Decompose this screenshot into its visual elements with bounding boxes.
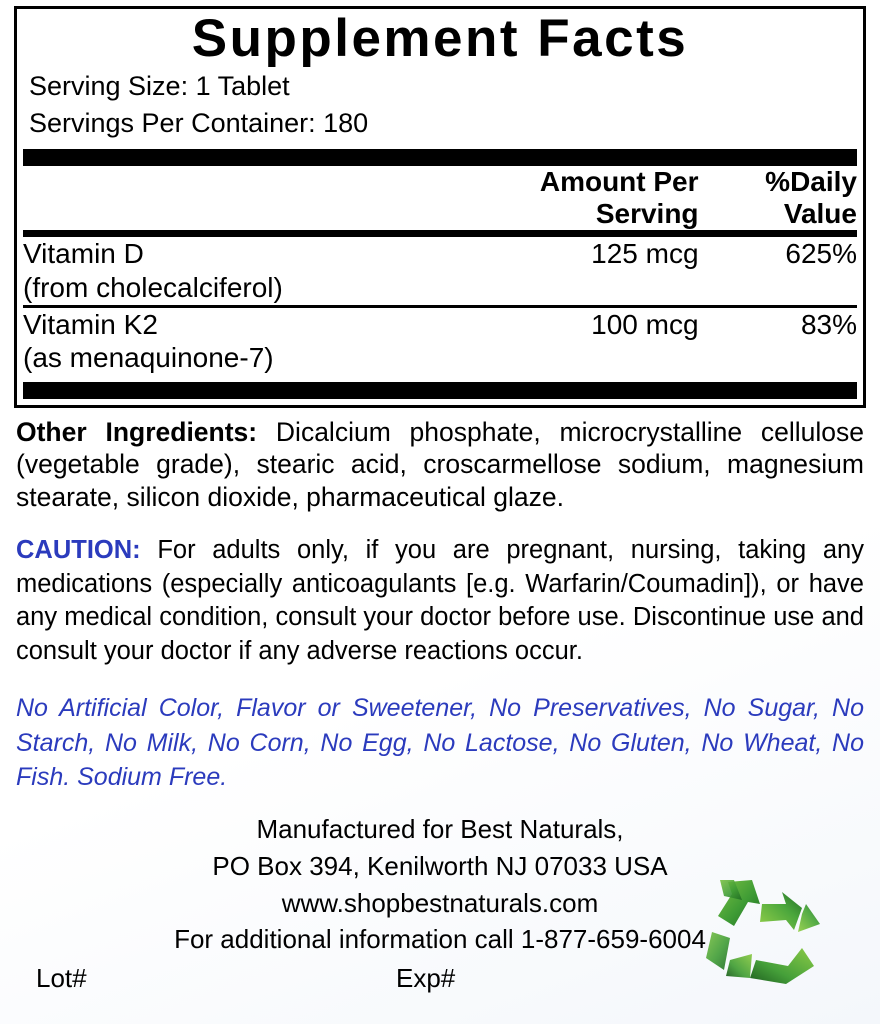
nutrition-table [23, 166, 857, 375]
divider-row-medium [23, 230, 857, 237]
table-header-dv-line2: Value [783, 198, 857, 230]
nutrient-name: Vitamin K2 [23, 308, 158, 340]
recycle-icon [690, 874, 840, 994]
manufacturer-line1: Manufactured for Best Naturals, [256, 813, 624, 844]
caution-label: CAUTION: [16, 535, 141, 564]
caution-statement [14, 534, 866, 670]
nutrient-daily-value: 83% [800, 308, 857, 340]
divider-medium [23, 230, 857, 237]
lot-label: Lot# [36, 963, 87, 994]
nutrient-amount: 100 mcg [591, 308, 699, 340]
divider-thick-bottom [23, 382, 857, 399]
table-row [23, 237, 857, 271]
nutrient-name: Vitamin D [23, 238, 144, 270]
nutrient-daily-value: 625% [785, 238, 857, 270]
table-row-subtext [23, 341, 857, 375]
table-row-subtext [23, 271, 857, 305]
serving-size: Serving Size: 1 Tablet [29, 71, 290, 102]
table-header-amount-line1: Amount Per [539, 165, 699, 197]
table-header-dv-line1: %Daily [765, 165, 857, 197]
table-header-blank [23, 166, 490, 231]
nutrient-amount: 125 mcg [591, 238, 699, 270]
divider-thick-top [23, 149, 857, 166]
free-from-claims: No Artificial Color, Flavor or Sweetener, No Preservatives, No Sugar, No Starch, No Milk, No Corn, No Egg, No Lactose, No Gluten, No Wheat, No Fish. Sodium Free. [16, 694, 864, 792]
other-ingredients-text: Dicalcium phosphate, microcrystalline cellulose (vegetable grade), stearic acid, croscarmellose sodium, magnesium stearate, silicon dioxide, pharmaceutical glaze. [16, 416, 864, 513]
manufacturer-phone: For additional information call 1-877-659-6004 [174, 924, 706, 955]
other-ingredients-label: Other Ingredients: [16, 416, 258, 447]
page-title: Supplement Facts [191, 9, 689, 68]
supplement-facts-panel [14, 6, 866, 408]
table-header-amount-line2: Serving [595, 198, 699, 230]
table-header-daily-value [699, 166, 857, 231]
servings-per-container: Servings Per Container: 180 [29, 107, 369, 138]
nutrient-source: (as menaquinone-7) [23, 342, 274, 374]
table-header-amount [490, 166, 699, 231]
other-ingredients [14, 416, 866, 514]
exp-label: Exp# [396, 963, 456, 994]
table-row [23, 308, 857, 342]
table-header-row [23, 166, 857, 231]
nutrient-source: (from cholecalciferol) [23, 272, 283, 304]
manufacturer-website[interactable]: www.shopbestnaturals.com [281, 887, 599, 918]
manufacturer-address: PO Box 394, Kenilworth NJ 07033 USA [212, 850, 668, 881]
caution-text: For adults only, if you are pregnant, nursing, taking any medications (especially anticoagulants [e.g. Warfarin/Coumadin]), or have any medical condition, consult your doctor before use. Discontinue use and consult your doctor if any adverse reactions occur. [16, 535, 864, 666]
